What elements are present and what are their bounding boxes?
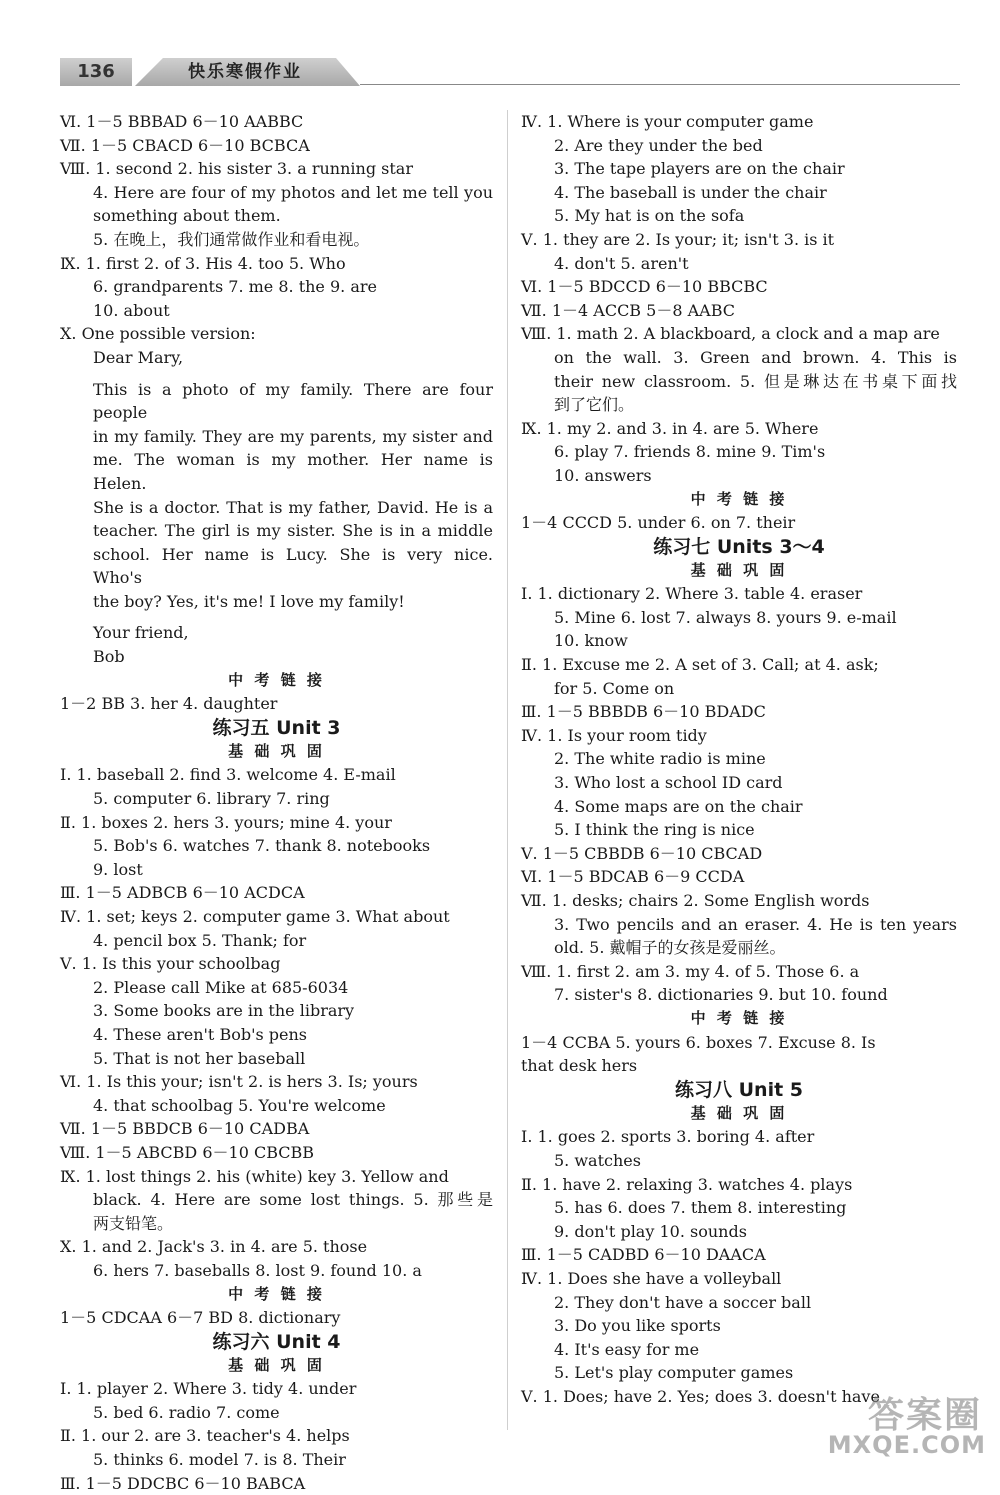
answer-line: Ⅹ. 1. and 2. Jack's 3. in 4. are 5. those: [60, 1237, 368, 1257]
answer-line: me. The woman is my mother. Her name is Helen.: [93, 450, 493, 493]
answer-line: Ⅷ. 1. first 2. am 3. my 4. of 5. Those 6. a: [521, 961, 860, 981]
subsection-title: 中 考 链 接: [228, 1284, 325, 1303]
answer-line: Ⅰ. 1. baseball 2. find 3. welcome 4. E-mail: [60, 765, 396, 785]
answer-line: 4. don't 5. aren't: [554, 253, 689, 273]
answer-line: 6. hers 7. baseballs 8. lost 9. found 10. a: [93, 1260, 422, 1280]
subsection-title: 中 考 链 接: [690, 1008, 788, 1027]
answer-line: Ⅵ. 1－5 BDCCD 6－10 BBCBC: [521, 277, 768, 297]
answer-line: 7. sister's 8. dictionaries 9. but 10. found: [554, 985, 888, 1005]
section-title: 练习七 Units 3～4: [653, 535, 825, 558]
answer-line: 4. These aren't Bob's pens: [93, 1024, 307, 1044]
answer-line: 1－5 CDCAA 6－7 BD 8. dictionary: [60, 1308, 341, 1328]
answer-line: Ⅰ. 1. dictionary 2. Where 3. table 4. eraser: [521, 584, 863, 604]
answer-line: 5. Bob's 6. watches 7. thank 8. notebooks: [93, 836, 431, 856]
answer-line: Ⅱ. 1. boxes 2. hers 3. yours; mine 4. your: [60, 812, 392, 832]
answer-line: 5. has 6. does 7. them 8. interesting: [554, 1198, 847, 1218]
answer-line: 3. Some books are in the library: [93, 1001, 355, 1021]
answer-line: 2. The white radio is mine: [554, 749, 766, 769]
page-header: [60, 58, 960, 88]
answer-line: 9. lost: [93, 859, 143, 879]
subsection-title: 基 础 巩 固: [228, 741, 325, 760]
answer-line: 3. Two pencils and an eraser. 4. He is ten years: [554, 914, 957, 934]
answer-line: Ⅷ. 1. math 2. A blackboard, a clock and a map are: [521, 324, 940, 344]
answer-line: 1－2 BB 3. her 4. daughter: [60, 694, 278, 714]
answer-line: She is a doctor. That is my father, David. He is a: [93, 497, 493, 517]
answer-line: Ⅳ. 1. Is your room tidy: [521, 725, 707, 745]
answer-line: Your friend,: [93, 623, 189, 643]
answer-line: 5. Mine 6. lost 7. always 8. yours 9. e-mail: [554, 607, 897, 627]
spacer: [60, 613, 493, 621]
answer-line: 5. Let's play computer games: [554, 1363, 794, 1383]
subsection-title: 基 础 巩 固: [690, 1103, 788, 1122]
section-title: 练习六 Unit 4: [212, 1330, 341, 1353]
header-swoosh: [132, 58, 172, 86]
answer-line: Ⅳ. 1. Does she have a volleyball: [521, 1268, 782, 1288]
answer-line: Ⅷ. 1－5 ABCBD 6－10 CBCBB: [60, 1142, 315, 1162]
answer-line: that desk hers: [521, 1056, 638, 1076]
answer-line: 5. I think the ring is nice: [554, 820, 755, 840]
column-divider: [507, 110, 508, 1430]
answer-line: 10. know: [554, 631, 628, 651]
answer-line: 5. thinks 6. model 7. is 8. Their: [93, 1450, 346, 1470]
answer-line: Ⅰ. 1. player 2. Where 3. tidy 4. under: [60, 1379, 357, 1399]
answer-line: 2. Are they under the bed: [554, 135, 763, 155]
answer-line: Ⅳ. 1. set; keys 2. computer game 3. What about: [60, 907, 450, 926]
answer-line: 4. Some maps are on the chair: [554, 796, 803, 816]
answer-line: Ⅵ. 1. Is this your; isn't 2. is hers 3. Is; yours: [60, 1072, 418, 1092]
answer-line: Ⅲ. 1－5 DDCBC 6－10 BABCA: [60, 1473, 306, 1493]
answer-line: in my family. They are my parents, my sister and: [93, 426, 493, 446]
answer-line: Ⅴ. 1. they are 2. Is your; it; isn't 3. is it: [521, 229, 835, 249]
answer-line: Ⅷ. 1. second 2. his sister 3. a running star: [60, 159, 413, 179]
answer-column-right: [521, 110, 957, 1408]
answer-line: Ⅳ. 1. Where is your computer game: [521, 112, 814, 131]
answer-line: 4. that schoolbag 5. You're welcome: [93, 1095, 386, 1115]
answer-line: 3. The tape players are on the chair: [554, 159, 845, 179]
answer-line: 5. 在晚上，我们通常做作业和看电视。: [93, 229, 370, 249]
answer-line: 10. about: [93, 300, 170, 320]
answer-line: 3. Who lost a school ID card: [554, 773, 783, 793]
answer-line: 10. answers: [554, 465, 652, 485]
answer-line: 5. bed 6. radio 7. come: [93, 1402, 280, 1422]
answer-line: Ⅶ. 1－5 BBDCB 6－10 CADBA: [60, 1119, 310, 1139]
answer-line: 6. play 7. friends 8. mine 9. Tim's: [554, 442, 826, 462]
answer-line: 5. That is not her baseball: [93, 1048, 306, 1068]
answer-line: 3. Do you like sports: [554, 1316, 721, 1336]
answer-line: Ⅱ. 1. Excuse me 2. A set of 3. Call; at 4. ask;: [521, 655, 879, 675]
page-number: 136: [77, 61, 115, 82]
answer-line: 5. computer 6. library 7. ring: [93, 789, 330, 809]
section-title: 练习五 Unit 3: [212, 716, 341, 739]
answer-line: the boy? Yes, it's me! I love my family!: [93, 591, 405, 611]
answer-line: Ⅸ. 1. lost things 2. his (white) key 3. Yellow and: [60, 1166, 449, 1186]
subsection-title: 中 考 链 接: [228, 670, 325, 689]
answer-line: Ⅸ. 1. first 2. of 3. His 4. too 5. Who: [60, 253, 346, 273]
subsection-title: 基 础 巩 固: [690, 560, 788, 579]
answer-line: Ⅴ. 1. Is this your schoolbag: [60, 954, 281, 974]
answer-line: 1－4 CCBA 5. yours 6. boxes 7. Excuse 8. Is: [521, 1032, 876, 1052]
answer-line: Dear Mary,: [93, 347, 184, 367]
answer-line: Ⅰ. 1. goes 2. sports 3. boring 4. after: [521, 1127, 815, 1147]
spacer: [60, 370, 493, 378]
answer-line: Ⅶ. 1. desks; chairs 2. Some English words: [521, 891, 870, 910]
answer-line: 到了它们。: [554, 395, 635, 415]
answer-line: school. Her name is Lucy. She is very nice. Who's: [93, 544, 493, 588]
answer-line: 1－4 CCCD 5. under 6. on 7. their: [521, 513, 796, 533]
answer-line: Ⅸ. 1. my 2. and 3. in 4. are 5. Where: [521, 418, 819, 438]
answer-line: 9. don't play 10. sounds: [554, 1221, 747, 1241]
answer-line: 5. My hat is on the sofa: [554, 206, 745, 226]
answer-line: 4. The baseball is under the chair: [554, 182, 827, 202]
subsection-title: 中 考 链 接: [690, 489, 788, 508]
watermark-logo-text: 答案圈: [867, 1395, 982, 1436]
header-rule: [360, 84, 960, 85]
answer-line: Ⅲ. 1－5 ADBCB 6－10 ACDCA: [60, 883, 305, 903]
answer-line: 2. They don't have a soccer ball: [554, 1292, 812, 1312]
subsection-title: 基 础 巩 固: [228, 1355, 325, 1374]
answer-line: 4. Here are four of my photos and let me tell you: [93, 182, 493, 202]
answer-line: 5. watches: [554, 1150, 641, 1170]
answer-line: This is a photo of my family. There are four people: [93, 379, 493, 423]
answer-line: teacher. The girl is my sister. She is in a middle: [93, 521, 493, 541]
watermark: [800, 1387, 990, 1459]
answer-line: black. 4. Here are some lost things. 5. 那些是: [93, 1190, 493, 1210]
answer-line: their new classroom. 5. 但是琳达在书桌下面找: [554, 371, 957, 391]
answer-line: 4. It's easy for me: [554, 1339, 700, 1359]
answer-line: old. 5. 戴帽子的女孩是爱丽丝。: [554, 938, 786, 958]
answer-line: Bob: [93, 647, 125, 667]
answer-line: something about them.: [93, 206, 281, 226]
answer-line: 2. Please call Mike at 685-6034: [93, 977, 349, 997]
answer-column-left: [60, 110, 493, 1495]
watermark-url: MXQE.COM: [827, 1431, 986, 1459]
answer-line: on the wall. 3. Green and brown. 4. This is: [554, 347, 957, 367]
answer-line: Ⅱ. 1. have 2. relaxing 3. watches 4. plays: [521, 1174, 853, 1194]
answer-line: Ⅵ. 1－5 BDCAB 6－9 CCDA: [521, 867, 745, 887]
answer-line: 6. grandparents 7. me 8. the 9. are: [93, 277, 377, 297]
book-title: 快乐寒假作业: [188, 62, 302, 82]
answer-line: Ⅲ. 1－5 BBBDB 6－10 BDADC: [521, 702, 766, 722]
answer-line: Ⅱ. 1. our 2. are 3. teacher's 4. helps: [60, 1426, 350, 1446]
answer-line: Ⅶ. 1－4 ACCB 5－8 AABC: [521, 300, 736, 320]
answer-line: Ⅴ. 1－5 CBBDB 6－10 CBCAD: [521, 843, 763, 863]
answer-line: for 5. Come on: [554, 678, 675, 698]
answer-line: Ⅴ. 1. Does; have 2. Yes; does 3. doesn't have: [521, 1386, 880, 1406]
answer-line: Ⅲ. 1－5 CADBD 6－10 DAACA: [521, 1245, 766, 1265]
section-title: 练习八 Unit 5: [675, 1078, 803, 1101]
answer-line: Ⅶ. 1－5 CBACD 6－10 BCBCA: [60, 135, 310, 155]
answer-line: Ⅵ. 1－5 BBBAD 6－10 AABBC: [60, 112, 304, 131]
answer-line: Ⅹ. One possible version:: [60, 324, 256, 344]
answer-line: 4. pencil box 5. Thank; for: [93, 930, 307, 950]
answer-line: 两支铅笔。: [93, 1213, 174, 1233]
